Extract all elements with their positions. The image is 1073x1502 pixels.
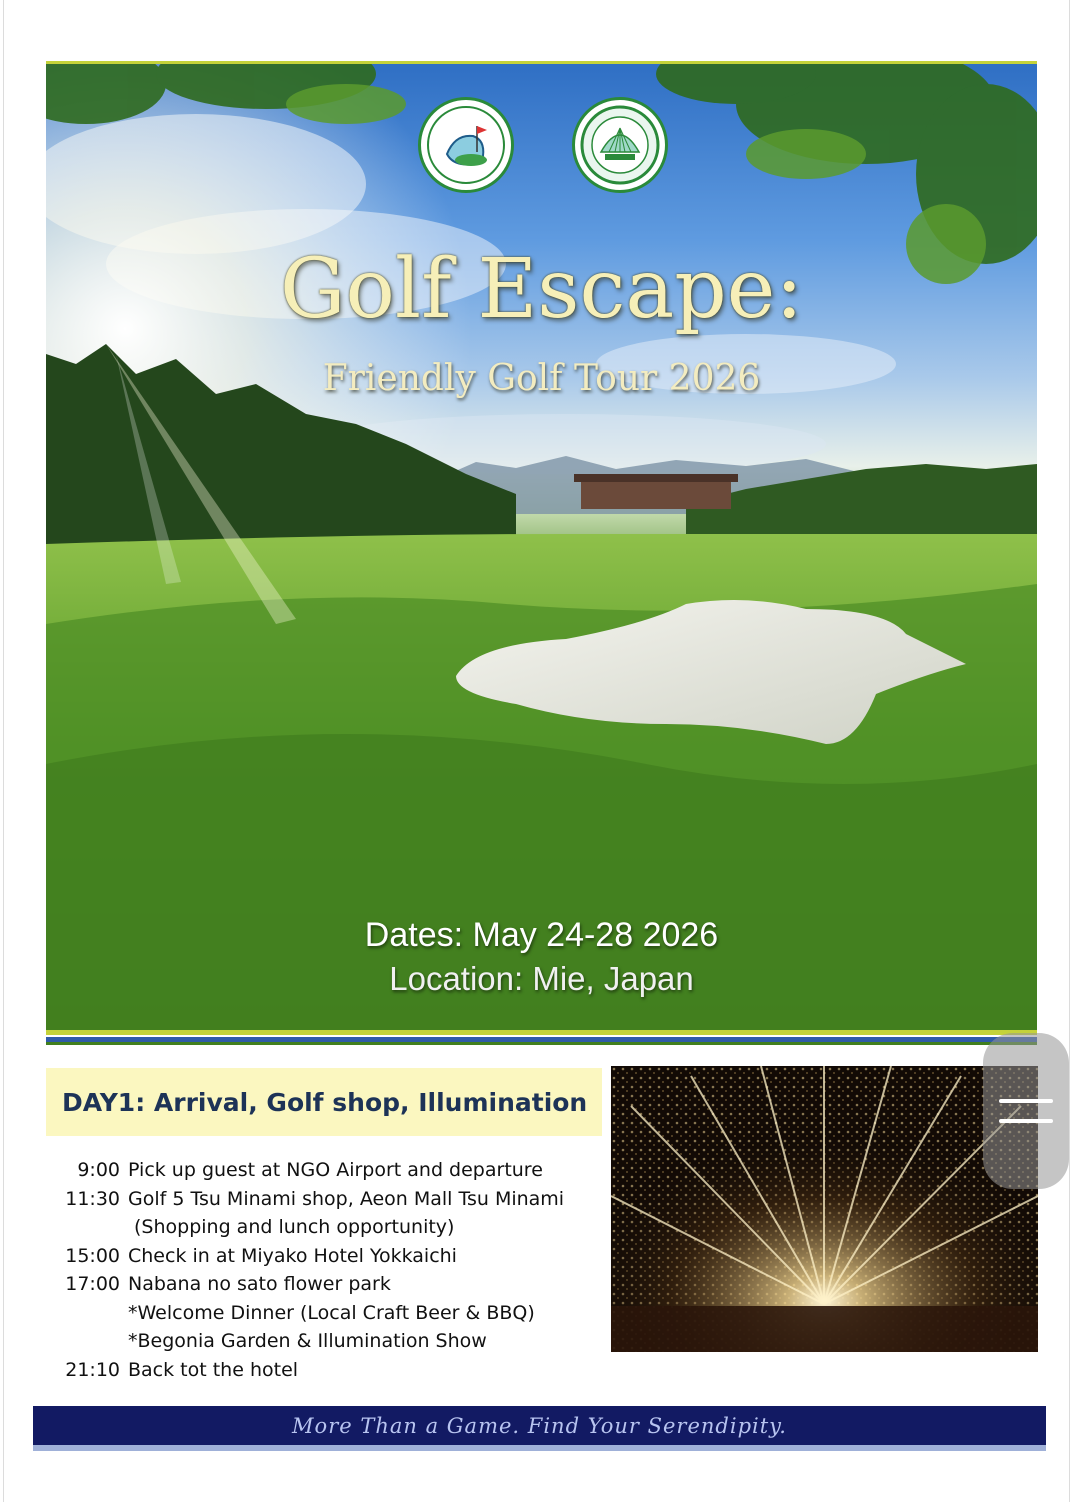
frame-edge-left [3,0,4,1502]
schedule-time [58,1213,128,1242]
schedule-text: Back tot the hotel [128,1358,299,1381]
frame-edge-right [1069,0,1070,1502]
schedule-row [58,1156,603,1185]
day1-schedule [58,1156,603,1384]
footer-tagline: More Than a Game. Find Your Serendipity. [33,1406,1046,1451]
hero-banner [46,61,1037,1045]
day1-heading: DAY1: Arrival, Golf shop, Illumination [46,1068,602,1136]
schedule-row [58,1242,603,1271]
schedule-text: *Begonia Garden & Illumination Show [128,1330,487,1352]
golf-course-illustration [46,64,1037,1045]
schedule-time: 11:30 [65,1187,120,1210]
schedule-time: 9:00 [77,1159,120,1181]
schedule-text: Check in at Miyako Hotel Yokkaichi [128,1244,457,1267]
hero-subtitle: Friendly Golf Tour 2026 [322,358,761,399]
schedule-text: Golf 5 Tsu Minami shop, Aeon Mall Tsu Minami [128,1187,565,1210]
schedule-time: 17:00 [65,1273,120,1295]
schedule-row [58,1356,603,1385]
event-location: Location: Mie, Japan [389,960,694,997]
schedule-row [58,1270,603,1299]
schedule-text: *Welcome Dinner (Local Craft Beer & BBQ) [128,1301,535,1324]
schedule-time: 15:00 [65,1244,120,1267]
schedule-row [58,1213,603,1242]
schedule-text: Pick up guest at NGO Airport and departure [128,1159,543,1181]
schedule-time: 21:10 [65,1358,120,1381]
schedule-text: Nabana no sato flower park [128,1273,391,1295]
hero-divider [46,1030,1037,1042]
event-dates: Dates: May 24-28 2026 [364,916,719,954]
hamburger-menu-icon[interactable] [983,1033,1069,1189]
shell-emblem-icon [572,97,668,193]
illumination-photo [611,1066,1038,1352]
schedule-text: (Shopping and lunch opportunity) [134,1216,455,1238]
golf-association-seal-icon [418,97,514,193]
schedule-row [58,1299,603,1328]
hero-title: Golf Escape: [280,242,803,337]
schedule-row [58,1185,603,1214]
schedule-time [58,1327,128,1356]
schedule-time [58,1299,128,1328]
schedule-row [58,1327,603,1356]
